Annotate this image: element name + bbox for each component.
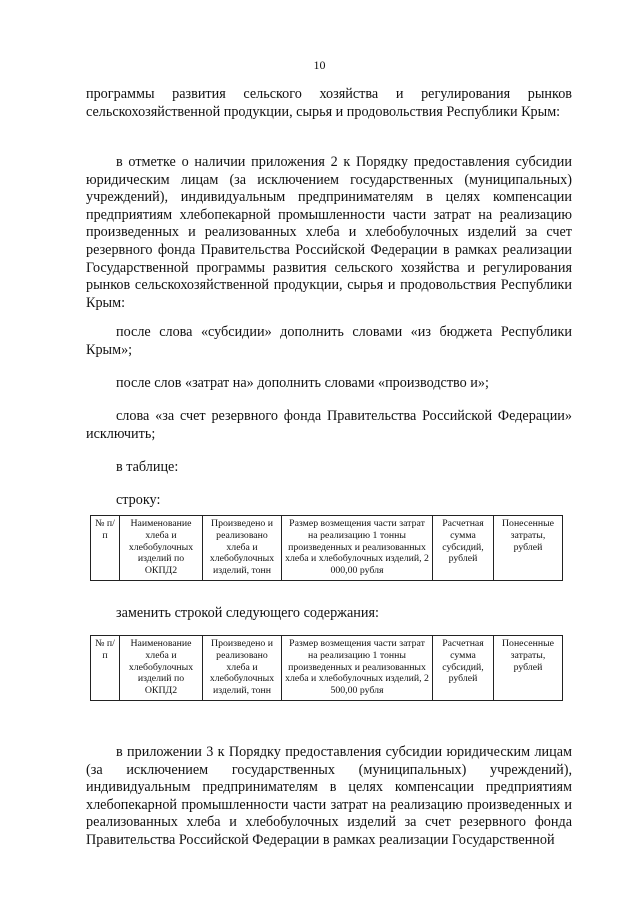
paragraph-appendix-3: в приложении 3 к Порядку предоставления субсидии юридическим лицам (за исключением государственных (муниципальных) учреждений), индивидуальным предпринимателям в целях компенсации предприятиям хлебопекарной промышленности части затрат на реализацию произведенных и реализованных хлеба и хлебобулочных изделий за счет резервного фонда Правительства Российской Федерации в рамках реализации Государственной	[86, 744, 572, 848]
paragraph-in-table: в таблице:	[116, 459, 179, 475]
paragraph-add-production: после слов «затрат на» дополнить словами «производство и»;	[116, 375, 489, 391]
table-new-row	[90, 635, 563, 701]
cell-costs: Понесенные затраты, рублей	[494, 636, 563, 701]
cell-name: Наименование хлеба и хлебобулочных изделий по ОКПД2	[120, 636, 203, 701]
table-row	[91, 516, 563, 581]
paragraph-replace: заменить строкой следующего содержания:	[116, 605, 379, 621]
cell-name: Наименование хлеба и хлебобулочных изделий по ОКПД2	[120, 516, 203, 581]
cell-produced: Произведено и реализовано хлеба и хлебобулочных изделий, тонн	[203, 636, 282, 701]
paragraph-row: строку:	[116, 492, 161, 508]
cell-costs: Понесенные затраты, рублей	[494, 516, 563, 581]
cell-subsidy-sum: Расчетная сумма субсидий, рублей	[433, 516, 494, 581]
paragraph-add-budget: после слова «субсидии» дополнить словами «из бюджета Республики Крым»;	[86, 324, 572, 358]
paragraph-continuation: программы развития сельского хозяйства и регулирования рынков сельскохозяйственной продукции, сырья и продовольствия Республики Крым:	[86, 86, 572, 120]
paragraph-remove-words: слова «за счет резервного фонда Правительства Российской Федерации» исключить;	[86, 408, 572, 442]
table-row	[91, 636, 563, 701]
cell-compensation: Размер возмещения части затрат на реализацию 1 тонны произведенных и реализованных хлеба и хлебобулочных изделий, 2 000,00 рубля	[282, 516, 433, 581]
table-old-row	[90, 515, 563, 581]
page-number: 10	[313, 58, 326, 72]
cell-produced: Произведено и реализовано хлеба и хлебобулочных изделий, тонн	[203, 516, 282, 581]
cell-compensation: Размер возмещения части затрат на реализацию 1 тонны произведенных и реализованных хлеба и хлебобулочных изделий, 2 500,00 рубля	[282, 636, 433, 701]
cell-number: № п/п	[91, 636, 120, 701]
cell-number: № п/п	[91, 516, 120, 581]
cell-subsidy-sum: Расчетная сумма субсидий, рублей	[433, 636, 494, 701]
paragraph-appendix-2: в отметке о наличии приложения 2 к Порядку предоставления субсидии юридическим лицам (за исключением государственных (муниципальных) учреждений), индивидуальным предпринимателям в целях компенсации предприятиям хлебопекарной промышленности части затрат на реализацию произведенных и реализованных хлеба и хлебобулочных изделий за счет резервного фонда Правительства Российской Федерации в рамках реализации Государственной программы развития сельского хозяйства и регулирования рынков сельскохозяйственной продукции, сырья и продовольствия Республики Крым:	[86, 154, 572, 311]
